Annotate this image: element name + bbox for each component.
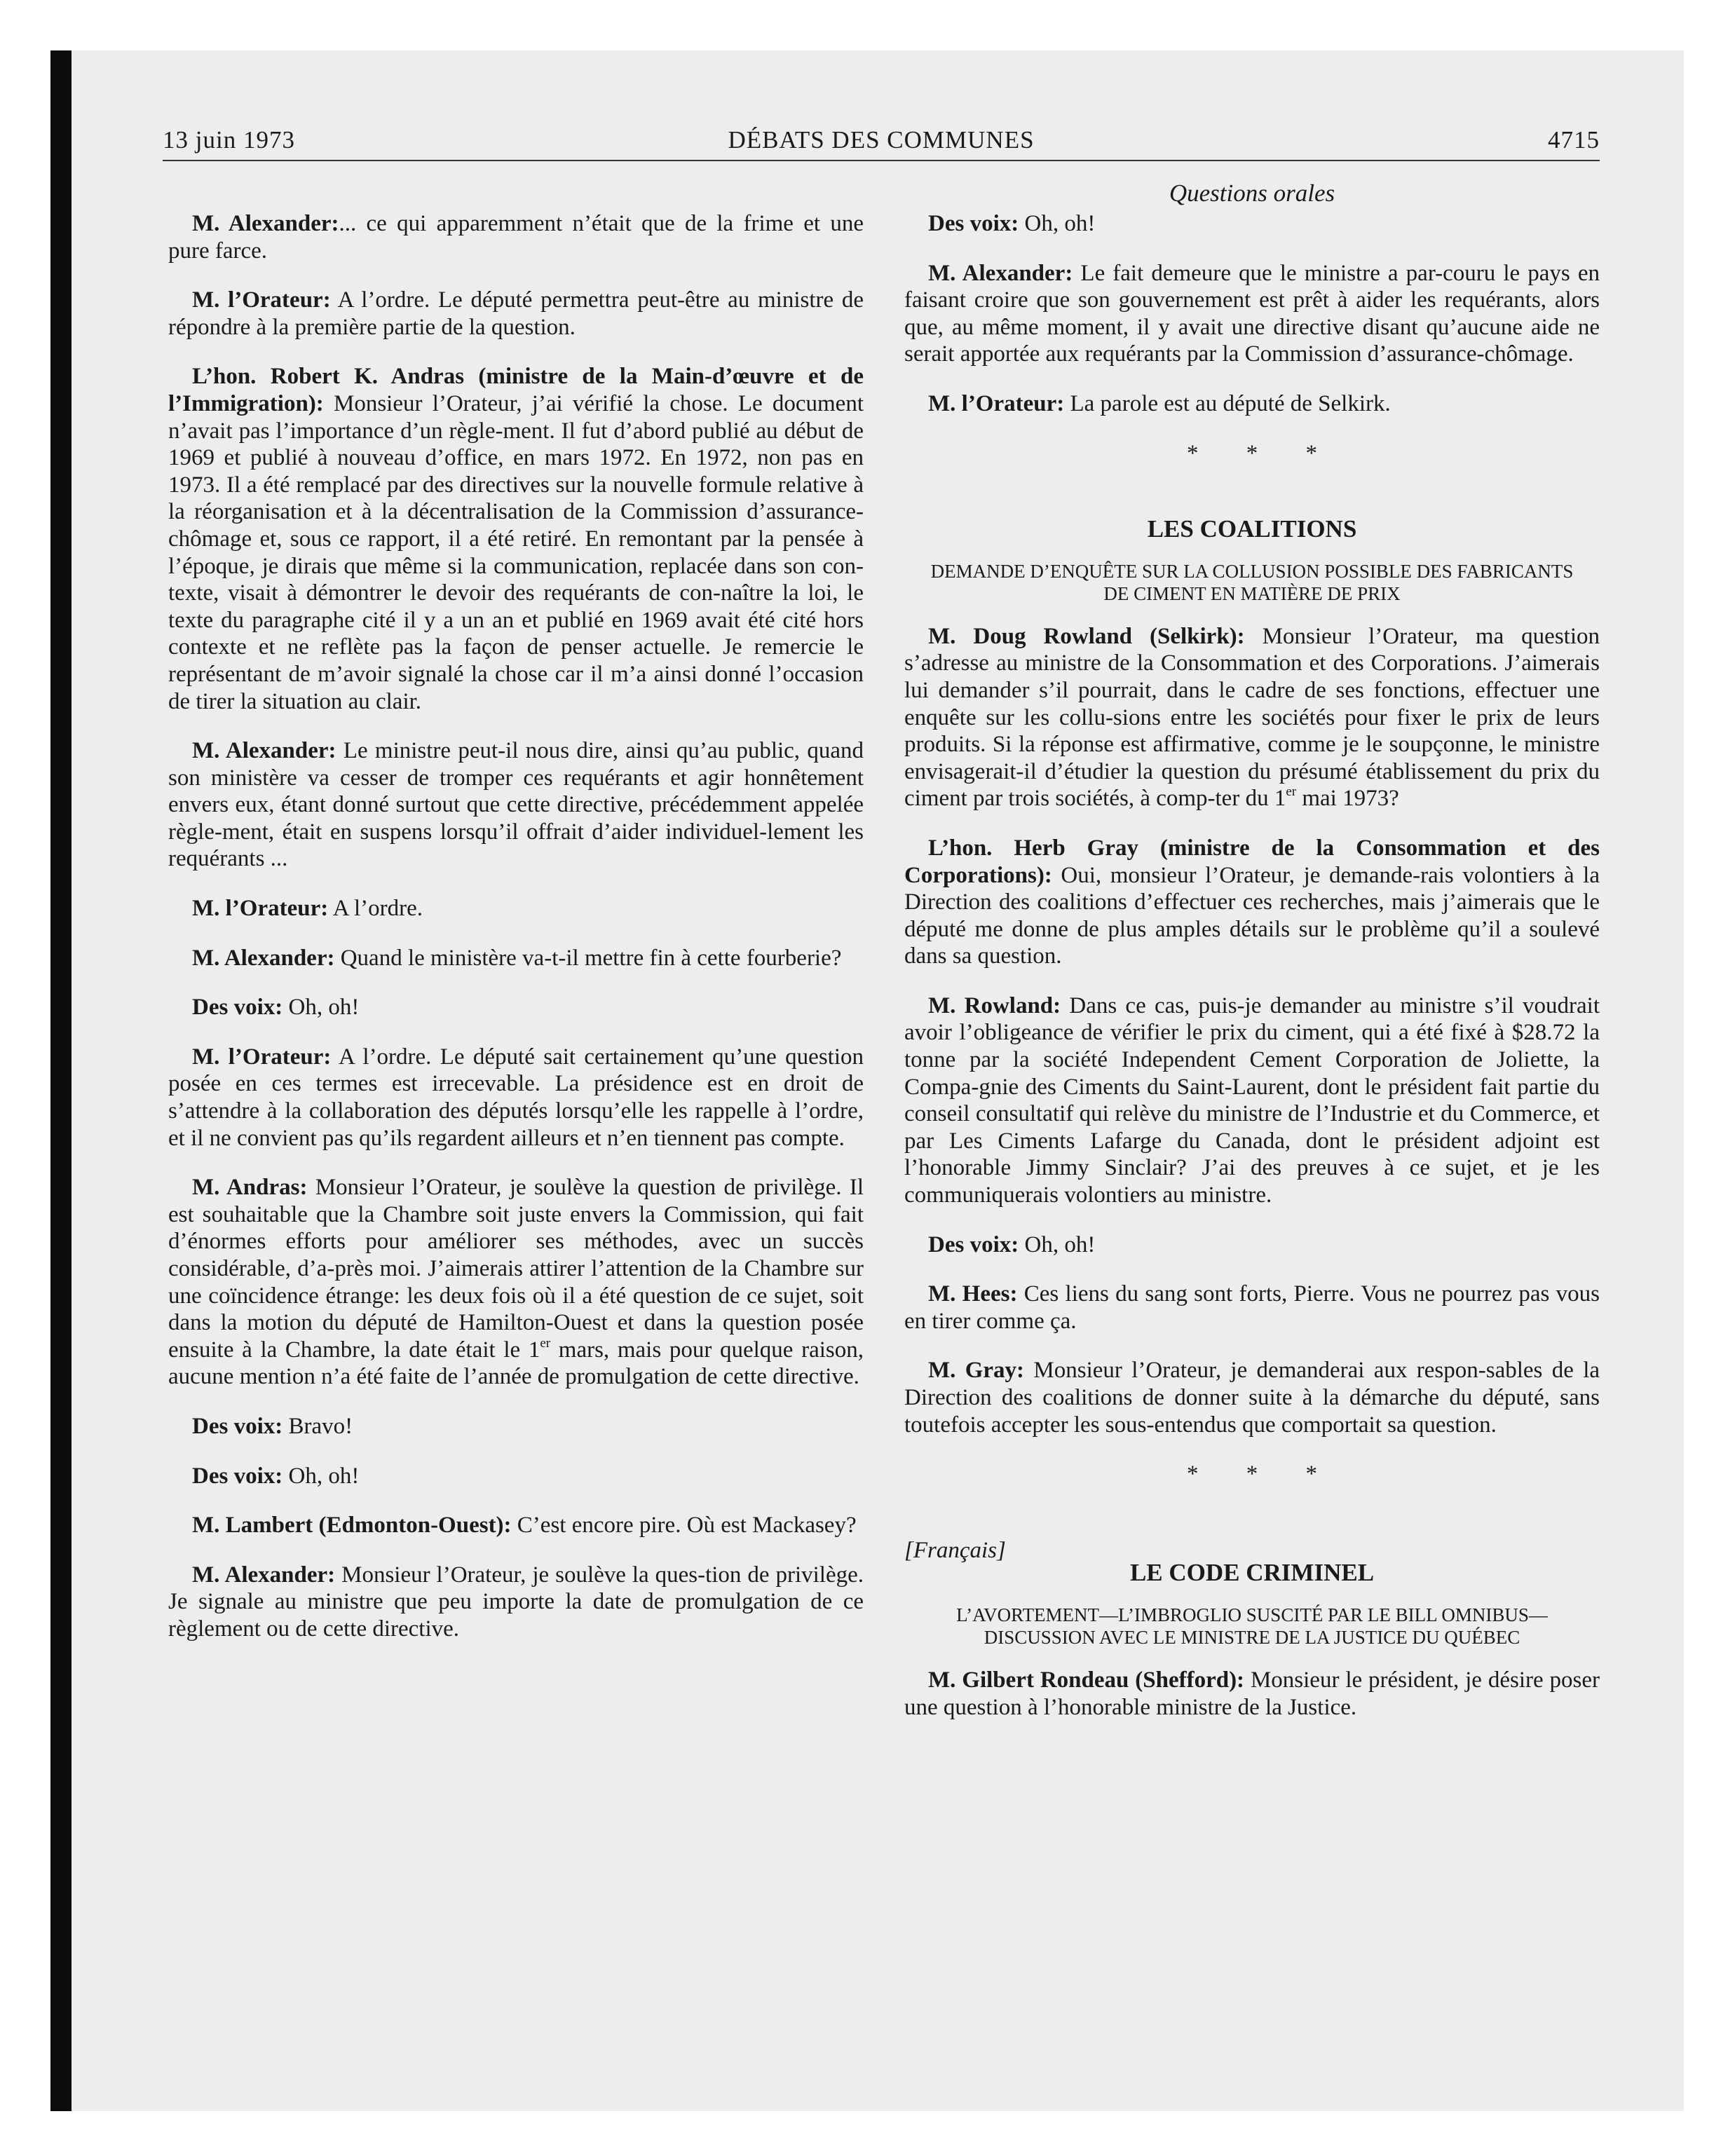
running-header (163, 126, 1600, 161)
speaker: Des voix: (192, 1413, 283, 1439)
paragraph (168, 994, 864, 1021)
speaker: M. Alexander: (192, 945, 335, 971)
speaker: M. Gray: (928, 1358, 1025, 1384)
paragraph (168, 287, 864, 341)
paragraph-text: mars, mais pour quelque raison, aucune mention n’a été faite de l’année de promulgation de cette directive. (168, 1337, 864, 1390)
paragraph (904, 992, 1600, 1209)
paragraph (168, 363, 864, 715)
paragraph-text: Monsieur l’Orateur, je soulève la question de privilège. Il est souhaitable que la Chambre soit juste envers la Commission, qui fait d’énormes efforts pour améliorer ses méthodes, avec un succès considérable, d’a-près moi. J’aimerais attirer l’attention de la Chambre sur une coïncidence étrange: les deux fois où il a été question de ce sujet, soit dans la motion du député de Hamilton-Ouest et dans la question posée ensuite à la Chambre, la date était le 1 (168, 1175, 864, 1363)
paragraph (904, 260, 1600, 368)
paragraph-text: A l’ordre. Le député sait certainement qu’une question posée en ces termes est irrecevable. La présidence est en droit de s’attendre à la collaboration des députés lorsqu’elle les rappelle à l’ordre, et il ne convient pas qu’ils regardent ailleurs et n’en tiennent pas compte. (168, 1044, 864, 1151)
paragraph-text: A l’ordre. (332, 896, 423, 922)
right-column (904, 210, 1600, 1743)
page-number: 4715 (1548, 126, 1600, 153)
paragraph (168, 737, 864, 873)
speaker: M. l’Orateur: (192, 896, 329, 922)
speaker: M. l’Orateur: (928, 390, 1065, 416)
section-title: LE CODE CRIMINEL (1129, 1559, 1375, 1587)
paragraph (904, 1357, 1600, 1438)
superscript: er (1286, 784, 1297, 800)
paragraph (904, 390, 1600, 418)
section-separator: * * * (1187, 440, 1338, 466)
paragraph-text: Ces liens du sang sont forts, Pierre. Vous ne pourrez pas vous en tirer comme ça. (904, 1281, 1600, 1334)
section-separator: * * * (1187, 1461, 1338, 1487)
paragraph-text: Le ministre peut-il nous dire, ainsi qu’au public, quand son ministère va cesser de tromper ces requérants et agir honnêtement envers eux, étant donné surtout que cette directive, précédemment appelée règle-ment, était en suspens lorsqu’il offrait d’aider individuel-lement les requérants ... (168, 738, 864, 872)
header-rule (163, 160, 1600, 161)
paragraph-text: Oh, oh! (288, 1463, 360, 1489)
section-subtitle: DEMANDE D’ENQUÊTE SUR LA COLLUSION POSSIBLE DES FABRICANTS DE CIMENT EN MATIÈRE DE PRIX (930, 560, 1574, 604)
speaker: Des voix: (192, 1463, 283, 1489)
paragraph (904, 623, 1600, 812)
paragraph (168, 1174, 864, 1391)
paragraph (904, 1667, 1600, 1721)
speaker: M. Andras: (192, 1175, 308, 1201)
paragraph (168, 1562, 864, 1643)
paragraph (168, 1044, 864, 1152)
speaker: M. Doug Rowland (Selkirk): (928, 623, 1245, 649)
paragraph (168, 895, 864, 922)
paragraph-text: ... ce qui apparemment n’était que de la frime et une pure farce. (168, 211, 864, 264)
speaker: Des voix: (192, 995, 283, 1021)
paragraph (168, 1512, 864, 1539)
left-column (168, 210, 864, 1665)
paragraph-text: Oh, oh! (288, 995, 360, 1021)
speaker: M. Lambert (Edmonton-Ouest): (192, 1513, 512, 1538)
language-note: [Français] (904, 1537, 1006, 1563)
paragraph-text: mai 1973? (1296, 786, 1399, 812)
paragraph (904, 210, 1600, 238)
paragraph (168, 210, 864, 264)
speaker: L’hon. Herb Gray (ministre de la Consommation et des Corporations): (904, 835, 1600, 888)
paragraph-text: Monsieur le président, je désire poser une question à l’honorable ministre de la Justice. (904, 1667, 1600, 1720)
header-date: 13 juin 1973 (163, 126, 295, 153)
speaker: M. Alexander: (192, 1562, 336, 1588)
speaker: M. l’Orateur: (192, 1044, 332, 1070)
paragraph (168, 945, 864, 972)
speaker: M. Gilbert Rondeau (Shefford): (928, 1667, 1245, 1693)
paragraph-text: A l’ordre. Le député permettra peut-être au ministre de répondre à la première partie de la question. (168, 287, 864, 340)
section-subtitle: L’AVORTEMENT—L’IMBROGLIO SUSCITÉ PAR LE BILL OMNIBUS—DISCUSSION AVEC LE MINISTRE DE LA JUSTICE DU QUÉBEC (956, 1604, 1548, 1648)
speaker: Des voix: (928, 211, 1019, 236)
paragraph-text: Monsieur l’Orateur, je demanderai aux respon-sables de la Direction des coalitions de donner suite à la démarche du député, sans toutefois accepter les sous-entendus que comportait sa question. (904, 1358, 1600, 1438)
paragraph (904, 835, 1600, 970)
paragraph-text: Bravo! (288, 1413, 353, 1439)
speaker: M. Alexander: (192, 738, 336, 764)
section-title: LES COALITIONS (1147, 515, 1357, 543)
paragraph-text: Dans ce cas, puis-je demander au ministre s’il voudrait avoir l’obligeance de vérifier le prix du ciment, qui a été fixé à $28.72 la tonne par la société Independent Cement Corporation de Joliette, la Compa-gnie des Ciments du Saint-Laurent, dont le président fait partie du conseil consultatif qui relève du ministre de l’Industrie et du Commerce, et par Les Ciments Lafarge du Canada, dont le président adjoint est l’honorable Jimmy Sinclair? J’ai des preuves à ce sujet, et je les communiquerais volontiers au ministre. (904, 992, 1600, 1208)
scan-border-edge (50, 50, 72, 2111)
section-label: Questions orales (1169, 179, 1335, 207)
paragraph (168, 1413, 864, 1440)
superscript: er (540, 1335, 551, 1351)
paragraph-text: Oh, oh! (1024, 211, 1096, 236)
paragraph-text: C’est encore pire. Où est Mackasey? (517, 1513, 857, 1538)
speaker: M. Alexander: (928, 260, 1073, 286)
speaker: Des voix: (928, 1231, 1019, 1257)
paragraph (168, 1463, 864, 1490)
speaker: M. l’Orateur: (192, 287, 331, 313)
header-title: DÉBATS DES COMMUNES (728, 126, 1035, 153)
paragraph-text: Oui, monsieur l’Orateur, je demande-rais volontiers à la Direction des coalitions d’effectuer ces recherches, mais j’aimerais que le député me donne de plus amples détails sur le problème qu’il a soulevé dans sa question. (904, 862, 1600, 969)
speaker: L’hon. Robert K. Andras (ministre de la Main-d’œuvre et de l’Immigration): (168, 364, 864, 416)
paragraph-text: La parole est au député de Selkirk. (1070, 390, 1391, 416)
speaker: M. Hees: (928, 1281, 1018, 1307)
paragraph-text: Monsieur l’Orateur, je soulève la ques-tion de privilège. Je signale au ministre que peu importe la date de promulgation de ce règlement ou de cette directive. (168, 1562, 864, 1642)
paragraph-text: Oh, oh! (1024, 1231, 1096, 1257)
paragraph-text: Monsieur l’Orateur, ma question s’adresse au ministre de la Consommation et des Corporations. J’aimerais lui demander s’il pourrait, dans le cadre de ses fonctions, effectuer une enquête sur les collu-sions entre les sociétés pour fixer le prix de leurs produits. Si la réponse est affirmative, comme je le soupçonne, le ministre envisagerait-il d’étudier la question du présumé établissement du prix du ciment par trois sociétés, à comp-ter du 1 (904, 623, 1600, 812)
paragraph-text: Monsieur l’Orateur, j’ai vérifié la chose. Le document n’avait pas l’importance d’un règle-ment. Il fut d’abord publié au début de 1969 et publié à nouveau d’office, en mars 1972. En 1972, non pas en 1973. Il a été remplacé par des directives sur la nouvelle formule relative à la réorganisation et à la décentralisation de la Commission d’assurance-chômage et, sous ce rapport, il a été retiré. En remontant par la pensée à l’époque, je dirais que même si la communication, replacée dans son con-texte, visait à démontrer le devoir des requérants de con-naître la loi, le texte du paragraphe cité il y a un an et publié en 1969 avait été cité hors contexte et ne reflète pas la façon de penser actuelle. Je remercie le représentant de m’avoir signalé la chose car il m’a ainsi donné l’occasion de tirer la situation au clair. (168, 390, 864, 714)
paragraph (904, 1231, 1600, 1259)
speaker: M. Rowland: (928, 992, 1061, 1018)
paragraph-text: Quand le ministère va-t-il mettre fin à cette fourberie? (340, 945, 842, 971)
paragraph-text: Le fait demeure que le ministre a par-couru le pays en faisant croire que son gouvernement est prêt à aider les requérants, alors que, au même moment, il y avait une directive disant qu’aucune aide ne serait apportée aux requérants par la Commission d’assurance-chômage. (904, 260, 1600, 367)
paragraph (904, 1281, 1600, 1335)
speaker: M. Alexander: (192, 211, 339, 236)
